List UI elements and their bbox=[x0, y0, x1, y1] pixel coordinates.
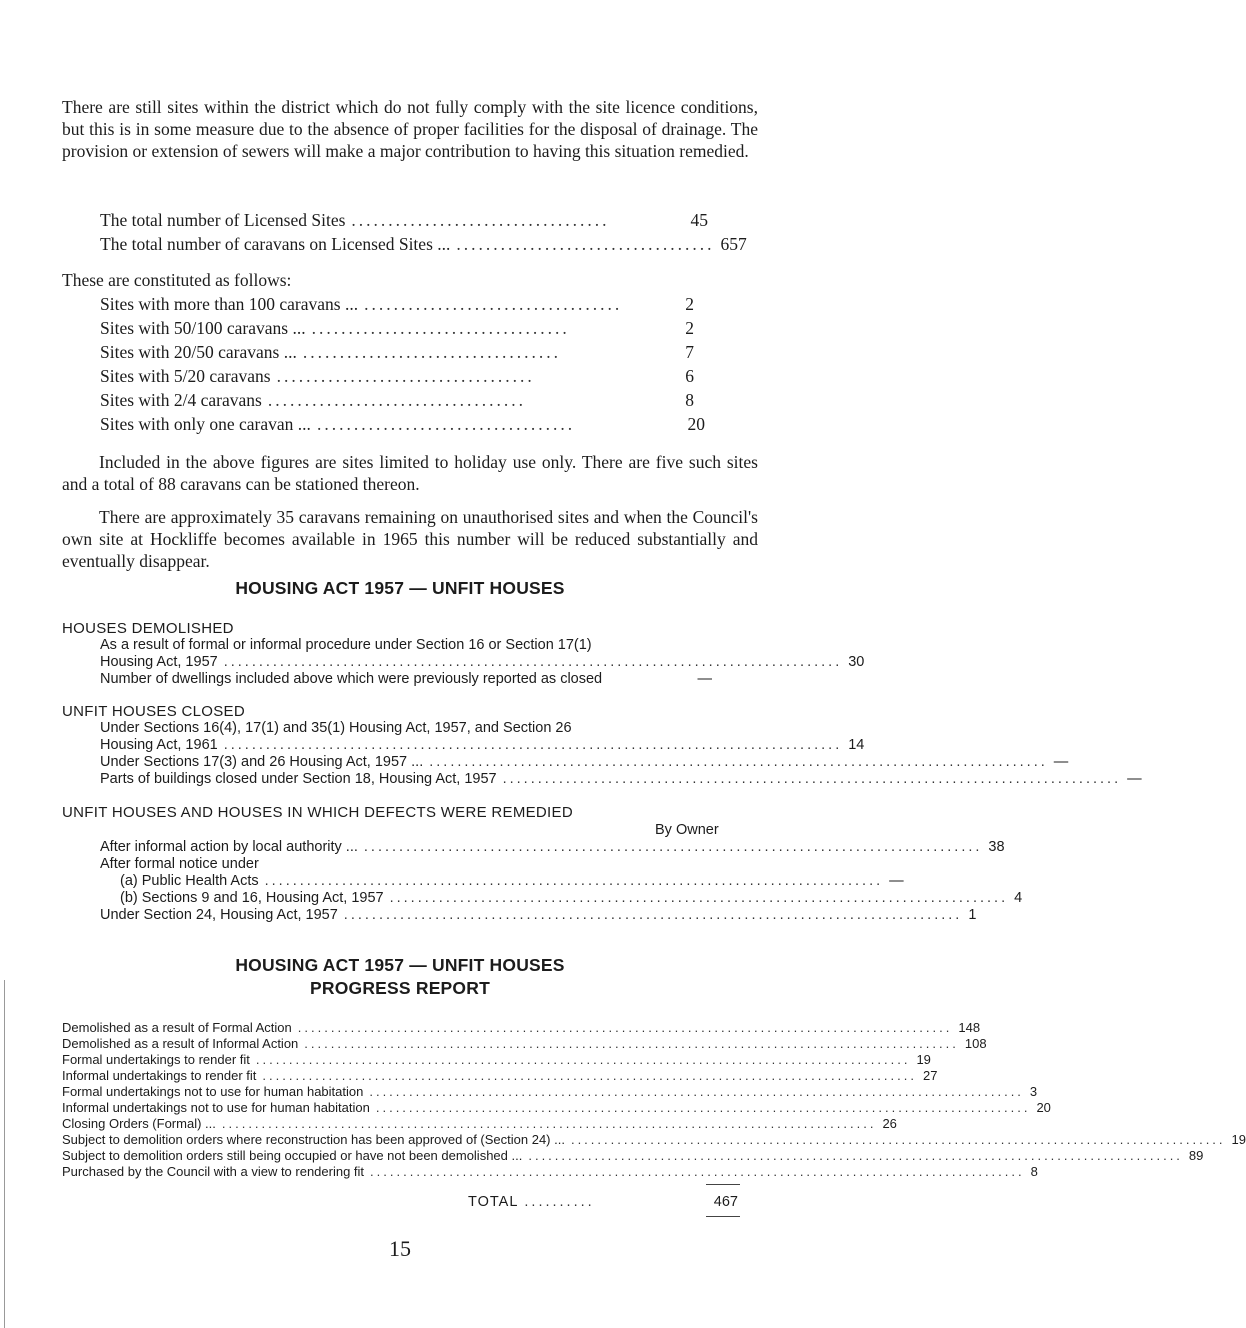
row-label: Informal undertakings to render fit bbox=[62, 1068, 257, 1083]
row-value: 2 bbox=[685, 294, 694, 314]
closed-intro-line: Under Sections 16(4), 17(1) and 35(1) Housing Act, 1957, and Section 26 bbox=[100, 720, 572, 736]
row-value: 20 bbox=[687, 414, 705, 434]
row-label: Sites with more than 100 caravans ... bbox=[100, 294, 359, 314]
leader-dots: ................................... bbox=[311, 318, 570, 338]
leader-dots: ........................................................................................ bbox=[363, 839, 983, 855]
row-value: 657 bbox=[720, 234, 747, 254]
total-licensed-sites-row bbox=[100, 208, 708, 232]
row-value: 1 bbox=[968, 907, 977, 923]
total-rule-top bbox=[706, 1184, 740, 1185]
row-label: Subject to demolition orders where reconstruction has been approved of (Section 24) ... bbox=[62, 1132, 565, 1147]
constituted-row bbox=[100, 316, 694, 340]
constituted-row bbox=[100, 292, 694, 316]
leader-dots: ........................................................................................ bbox=[389, 890, 1009, 906]
leader-dots: ................................... bbox=[276, 366, 535, 386]
leader-dots: ................................... bbox=[302, 342, 561, 362]
row-label: After informal action by local authority ... bbox=[100, 839, 358, 855]
row-label: Sites with 2/4 caravans bbox=[100, 390, 262, 410]
row-label: Sites with 20/50 caravans ... bbox=[100, 342, 297, 362]
leader-dots: ........................................................................................ bbox=[502, 771, 1122, 787]
row-value: 6 bbox=[685, 366, 694, 386]
progress-row bbox=[62, 1084, 1038, 1100]
row-value: 89 bbox=[1188, 1148, 1204, 1163]
leader-dots: ................................................................................................... bbox=[255, 1052, 911, 1067]
leader-dots: .......... bbox=[524, 1194, 595, 1210]
row-label: Sites with 50/100 caravans ... bbox=[100, 318, 306, 338]
leader-dots: ................................... bbox=[364, 294, 623, 314]
remedied-row bbox=[100, 839, 1005, 856]
leader-dots: ........................................................................................ bbox=[343, 907, 963, 923]
row-label: Under Sections 17(3) and 26 Housing Act, 1957 ... bbox=[100, 754, 424, 770]
total-value: 467 bbox=[713, 1194, 738, 1210]
row-value: 148 bbox=[958, 1020, 981, 1035]
row-value: 20 bbox=[1036, 1100, 1051, 1115]
row-value: 45 bbox=[690, 210, 708, 230]
houses-demolished-title: HOUSES DEMOLISHED bbox=[62, 620, 234, 637]
row-label: (a) Public Health Acts bbox=[120, 873, 259, 889]
row-value: 26 bbox=[882, 1116, 897, 1131]
leader-dots: ................................... bbox=[456, 234, 715, 254]
row-value: 38 bbox=[988, 839, 1005, 855]
leader-dots: ................................... bbox=[351, 210, 610, 230]
row-value: 7 bbox=[685, 342, 694, 362]
row-label: Purchased by the Council with a view to rendering fit bbox=[62, 1164, 365, 1179]
progress-row bbox=[62, 1100, 1051, 1116]
remedied-row bbox=[120, 873, 904, 890]
demolished-row bbox=[100, 654, 865, 671]
row-value: 27 bbox=[922, 1068, 938, 1083]
unauthorised-paragraph: There are approximately 35 caravans remaining on unauthorised sites and when the Council's own site at Hockliffe becomes available in 1965 this number will be reduced substantially and eventually disappear. bbox=[62, 507, 758, 571]
row-value: 8 bbox=[1030, 1164, 1038, 1179]
constituted-heading: These are constituted as follows: bbox=[62, 270, 292, 290]
row-value: 30 bbox=[848, 654, 865, 670]
leader-dots: ................................................................................................... bbox=[370, 1164, 1025, 1179]
row-label: The total number of Licensed Sites bbox=[100, 210, 346, 230]
leader-dots: ................................................................................................... bbox=[528, 1148, 1183, 1163]
intro-paragraph: There are still sites within the district which do not fully comply with the site licence conditions, but this is in some measure due to the absence of proper facilities for the disposal of drainage. The provision or extension of sewers will make a major contribution to having this situation remedied. bbox=[62, 97, 758, 161]
row-label: Parts of buildings closed under Section 18, Housing Act, 1957 bbox=[100, 771, 497, 787]
progress-row bbox=[62, 1068, 938, 1084]
leader-dots: ................................................................................................... bbox=[297, 1020, 953, 1035]
row-value: — bbox=[889, 873, 904, 889]
row-value: 108 bbox=[964, 1036, 987, 1051]
leader-dots: ........................................................................................ bbox=[264, 873, 884, 889]
row-value: 14 bbox=[848, 737, 865, 753]
row-value: 8 bbox=[685, 390, 694, 410]
formal-notice-line: After formal notice under bbox=[100, 856, 259, 872]
row-label: (b) Sections 9 and 16, Housing Act, 1957 bbox=[120, 890, 384, 906]
constituted-row bbox=[100, 340, 694, 364]
row-value: — bbox=[697, 671, 712, 687]
progress-row bbox=[62, 1020, 981, 1036]
row-value: 19 bbox=[1231, 1132, 1246, 1147]
leader-dots: ........................................................................................ bbox=[429, 754, 1048, 770]
row-value: 3 bbox=[1029, 1084, 1038, 1099]
row-label: Demolished as a result of Informal Action bbox=[62, 1036, 299, 1051]
remedied-row bbox=[120, 890, 1023, 907]
leader-dots: ................................................................................................... bbox=[262, 1068, 917, 1083]
row-label: Housing Act, 1961 bbox=[100, 737, 218, 753]
closed-row bbox=[100, 737, 865, 754]
constituted-row bbox=[100, 364, 694, 388]
leader-dots: ................................................................................................... bbox=[369, 1084, 1024, 1099]
progress-row bbox=[62, 1116, 897, 1132]
constituted-row bbox=[100, 388, 694, 412]
constituted-row bbox=[100, 412, 705, 436]
row-value: 19 bbox=[916, 1052, 931, 1067]
total-rule-bottom bbox=[706, 1216, 740, 1217]
section-heading-unfit-houses: HOUSING ACT 1957 — UNFIT HOUSES bbox=[235, 578, 565, 598]
leader-dots: ................................... bbox=[316, 414, 576, 434]
progress-heading-line2: PROGRESS REPORT bbox=[310, 978, 490, 998]
row-value: — bbox=[1053, 754, 1069, 770]
demolished-row bbox=[100, 671, 712, 688]
total-label: TOTAL bbox=[468, 1194, 519, 1210]
leader-dots: ................................................................................................... bbox=[304, 1036, 959, 1051]
holiday-paragraph: Included in the above figures are sites limited to holiday use only. There are five such sites and a total of 88 caravans can be stationed thereon. bbox=[62, 452, 758, 494]
row-label: Formal undertakings to render fit bbox=[62, 1052, 250, 1067]
leader-dots: ................................................................................................... bbox=[221, 1116, 877, 1131]
row-label: Under Section 24, Housing Act, 1957 bbox=[100, 907, 338, 923]
row-label: Sites with 5/20 caravans bbox=[100, 366, 271, 386]
progress-row bbox=[62, 1036, 987, 1052]
leader-dots: ................................................................................................... bbox=[375, 1100, 1031, 1115]
row-label: Formal undertakings not to use for human habitation bbox=[62, 1084, 364, 1099]
row-label: Closing Orders (Formal) ... bbox=[62, 1116, 216, 1131]
row-label: Sites with only one caravan ... bbox=[100, 414, 311, 434]
row-label: Number of dwellings included above which were previously reported as closed bbox=[100, 671, 603, 687]
progress-row bbox=[62, 1148, 1204, 1164]
page-edge-line bbox=[4, 980, 5, 1328]
row-value: 4 bbox=[1014, 890, 1023, 906]
row-label: The total number of caravans on Licensed Sites ... bbox=[100, 234, 451, 254]
total-row bbox=[468, 1194, 738, 1211]
leader-dots: ................................... bbox=[267, 390, 526, 410]
row-value: — bbox=[1127, 771, 1142, 787]
row-label: Demolished as a result of Formal Action bbox=[62, 1020, 292, 1035]
row-label: Housing Act, 1957 bbox=[100, 654, 218, 670]
row-value: 2 bbox=[685, 318, 694, 338]
leader-dots: ........................................................................................ bbox=[223, 654, 843, 670]
progress-row bbox=[62, 1132, 1246, 1148]
remedied-title: UNFIT HOUSES AND HOUSES IN WHICH DEFECTS WERE REMEDIED bbox=[62, 804, 573, 821]
demolished-intro-line: As a result of formal or informal procedure under Section 16 or Section 17(1) bbox=[100, 637, 592, 653]
unfit-houses-closed-title: UNFIT HOUSES CLOSED bbox=[62, 703, 245, 720]
row-label: Informal undertakings not to use for human habitation bbox=[62, 1100, 370, 1115]
page-number: 15 bbox=[389, 1236, 411, 1261]
leader-dots: ........................................................................................ bbox=[223, 737, 843, 753]
remedied-row bbox=[100, 907, 977, 924]
closed-row bbox=[100, 771, 1142, 788]
leader-dots: ................................................................................................... bbox=[570, 1132, 1226, 1147]
by-owner-column-header: By Owner bbox=[655, 822, 719, 838]
progress-row bbox=[62, 1052, 931, 1068]
progress-row bbox=[62, 1164, 1038, 1180]
row-label: Subject to demolition orders still being occupied or have not been demolished ... bbox=[62, 1148, 523, 1163]
closed-row bbox=[100, 754, 1069, 771]
progress-heading-line1: HOUSING ACT 1957 — UNFIT HOUSES bbox=[235, 955, 565, 975]
total-caravans-row bbox=[100, 232, 747, 256]
